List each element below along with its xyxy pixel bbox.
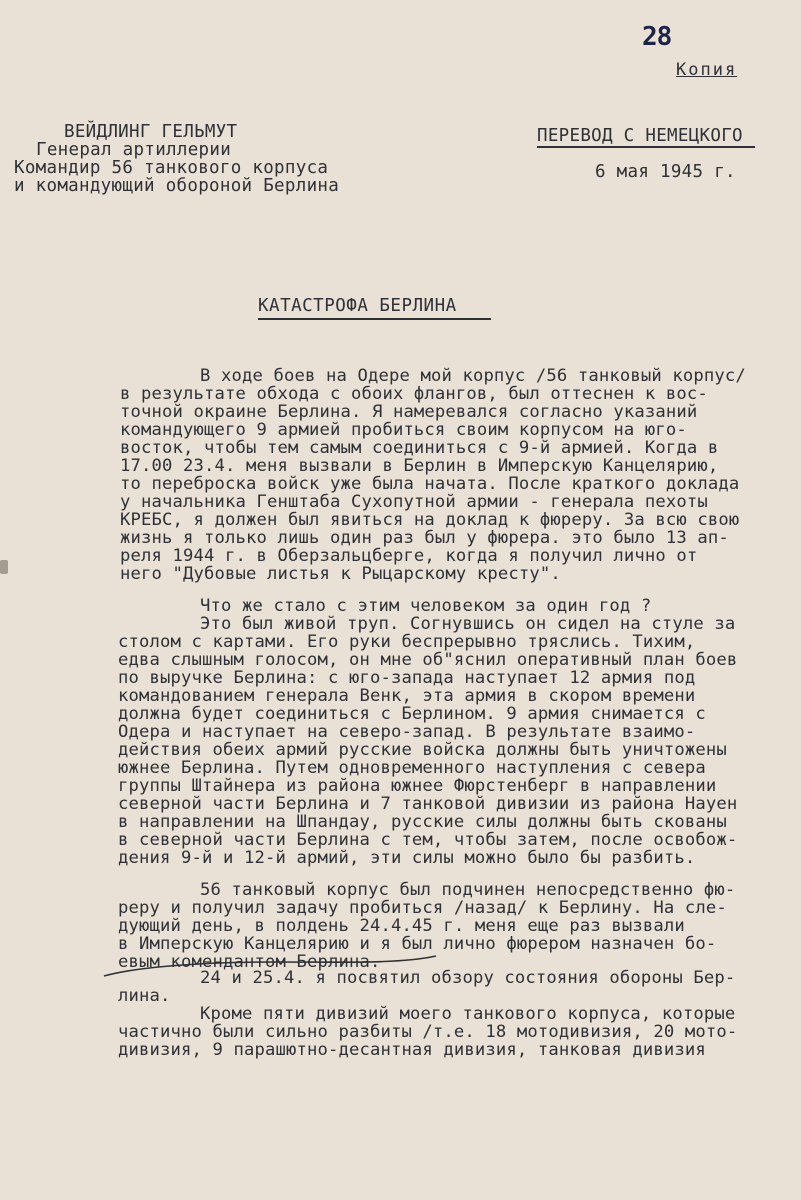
body-line: реля 1944 г. в Оберзальцберге, когда я получил лично от: [120, 546, 698, 566]
body-line: Кроме пяти дивизий моего танкового корпуса, которые: [200, 1004, 736, 1024]
body-line: действия обеих армий русские войска должны быть уничтожены: [118, 740, 727, 760]
body-line: Одера и наступает на северо-запад. В результате взаимо-: [118, 722, 696, 742]
body-line: лина.: [118, 986, 171, 1006]
body-line: то переброска войск уже была начата. После краткого доклада: [120, 474, 740, 494]
body-line: 24 и 25.4. я посвятил обзору состояния обороны Бер-: [200, 968, 736, 988]
body-line: В ходе боев на Одере мой корпус /56 танковый корпус/: [200, 366, 746, 386]
body-line: частично были сильно разбиты /т.е. 18 мотодивизия, 20 мото-: [118, 1022, 738, 1042]
handwritten-underline-mark: [100, 950, 440, 980]
body-line: столом с картами. Его руки беспрерывно тряслись. Тихим,: [118, 632, 696, 652]
body-line: КРЕБС, я должен был явиться на доклад к фюреру. За всю свою: [120, 510, 740, 530]
body-line: него "Дубовые листья к Рыцарскому кресту".: [120, 564, 561, 584]
body-line: должна будет соединиться с Берлином. 9 армия снимается с: [118, 704, 706, 724]
body-line: дения 9-й и 12-й армий, эти силы можно было бы разбить.: [118, 848, 696, 868]
body-line: в северной части Берлина с тем, чтобы затем, после освобож-: [118, 830, 738, 850]
body-line: дующий день, в полдень 24.4.45 г. меня еще раз вызвали: [118, 916, 685, 936]
body-line: Это был живой труп. Согнувшись он сидел на стуле за: [200, 614, 736, 634]
body-line: командующего 9 армией пробиться своим корпусом на юго-: [120, 420, 687, 440]
body-line: у начальника Генштаба Сухопутной армии - генерала пехоты: [120, 492, 708, 512]
title-underline: [258, 318, 491, 320]
body-line: в результате обхода с обоих флангов, был оттеснен к вос-: [120, 384, 708, 404]
body-line: точной окраине Берлина. Я намеревался согласно указаний: [120, 402, 698, 422]
body-line: реру и получил задачу пробиться /назад/ к Берлину. На сле-: [118, 898, 727, 918]
body-line: Что же стало с этим человеком за один год ?: [200, 596, 652, 616]
document-title: КАТАСТРОФА БЕРЛИНА: [258, 296, 457, 316]
body-line: восток, чтобы тем самым соединиться с 9-й армией. Когда в: [120, 438, 719, 458]
document-date: 6 мая 1945 г.: [595, 162, 736, 182]
body-line: жизнь я только лишь один раз был у фюрера. это было 13 ап-: [120, 528, 729, 548]
author-name: ВЕЙДЛИНГ ГЕЛЬМУТ: [64, 122, 238, 142]
punch-hole-mark: [0, 560, 8, 574]
body-line: в направлении на Шпандау, русские силы должны быть скованы: [118, 812, 727, 832]
author-post-line-2: и командующий обороной Берлина: [14, 176, 340, 196]
translation-note: ПЕРЕВОД С НЕМЕЦКОГО: [537, 126, 743, 146]
body-line: в Имперскую Канцелярию и я был лично фюрером назначен бо-: [118, 934, 717, 954]
body-line: командованием генерала Венк, эта армия в скором времени: [118, 686, 696, 706]
copy-label: Копия: [676, 60, 738, 80]
page-number: 28: [642, 22, 672, 52]
body-line: 17.00 23.4. меня вызвали в Берлин в Имперскую Канцелярию,: [120, 456, 719, 476]
body-line: южнее Берлина. Путем одновременного наступления с севера: [118, 758, 706, 778]
body-line: северной части Берлина и 7 танковой дивизии из района Науен: [118, 794, 738, 814]
translation-note-underline: [537, 146, 755, 148]
body-line: евым комендантом Берлина.: [118, 952, 381, 972]
body-line: 56 танковый корпус был подчинен непосредственно фю-: [200, 880, 736, 900]
body-line: едва слышным голосом, он мне об"яснил оперативный план боев: [118, 650, 738, 670]
body-line: дивизия, 9 парашютно-десантная дивизия, танковая дивизия: [118, 1040, 706, 1060]
author-rank: Генерал артиллерии: [36, 140, 232, 160]
body-line: группы Штайнера из района южнее Фюрстенберг в направлении: [118, 776, 717, 796]
author-post-line-1: Командир 56 танкового корпуса: [14, 158, 329, 178]
body-line: по выручке Берлина: с юго-запада наступает 12 армия под: [118, 668, 696, 688]
